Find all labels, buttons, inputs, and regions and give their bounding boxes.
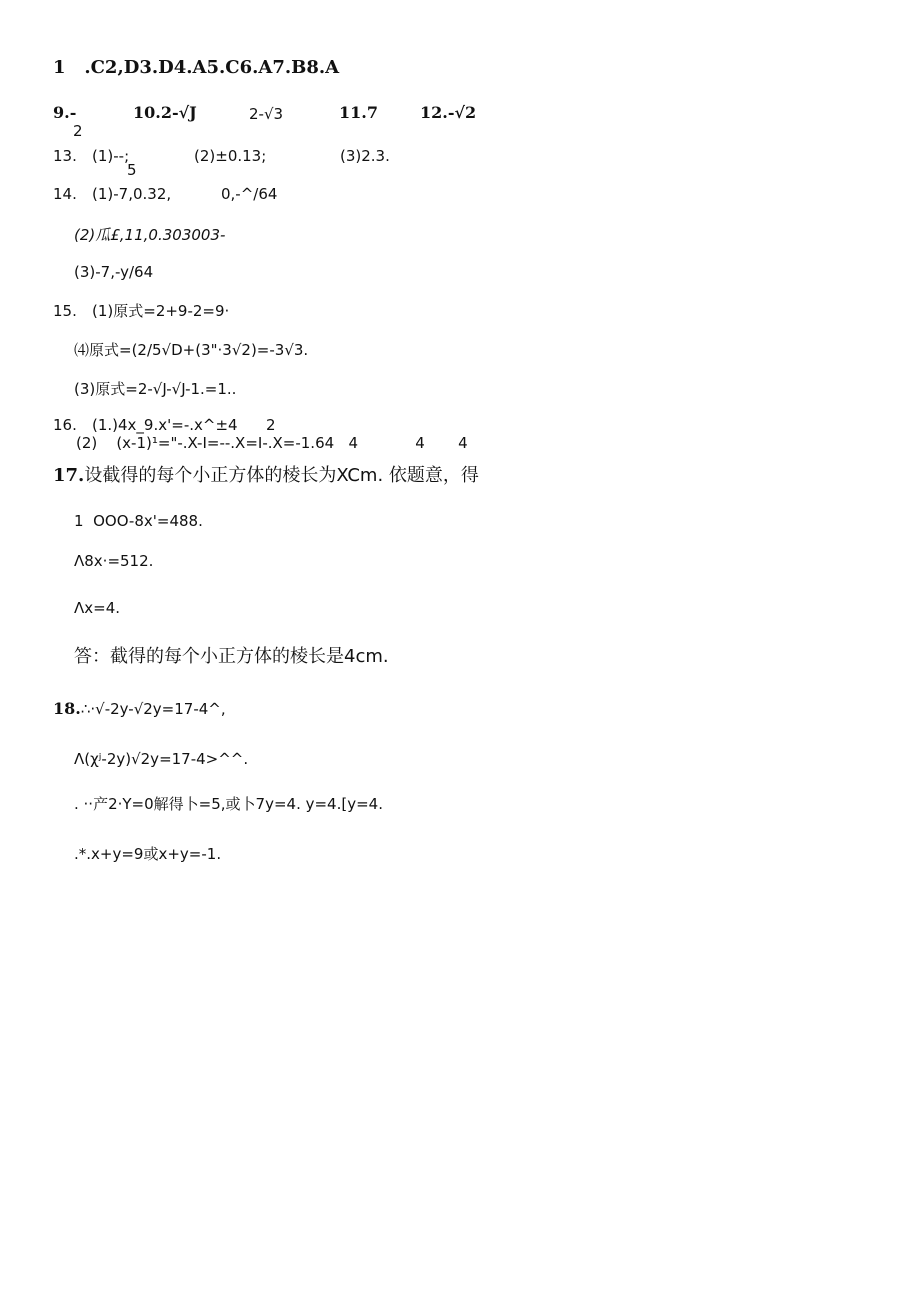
q16-part2: (2) (x-1)¹="-.X-I=--.X=I-.X=-1.64 4 4 4 <box>76 434 468 452</box>
q15-part1: (1)原式=2+9-2=9· <box>92 302 230 320</box>
q16-part1: (1.)4x_9.x'=-.x^±4 <box>92 416 238 434</box>
q14-number: 14. <box>53 185 77 203</box>
q18-line1: Λ(χʲ-2y)√2y=17-4>^^. <box>74 750 249 768</box>
q17-number: 17. <box>53 465 85 486</box>
q16-number: 16. <box>53 416 77 434</box>
q13-number: 13. <box>53 147 77 165</box>
q13-part1: (1)--; <box>92 147 130 165</box>
q15-number: 15. <box>53 302 77 320</box>
q17-heading-text: 设截得的每个小正方体的棱长为XCm. 依题意，得 <box>84 465 479 486</box>
q10-answer-b: 2-√3 <box>249 105 284 123</box>
q14-part1: (1)-7,0.32, <box>92 185 172 203</box>
q9-denominator: 2 <box>73 122 83 140</box>
q13-part3: (3)2.3. <box>340 147 390 165</box>
q10-answer: 10.2-√J <box>133 103 197 122</box>
q18-number: 18. <box>53 699 81 718</box>
q17-line2: Λ8x·=512. <box>74 552 154 570</box>
q14-part2: (2)瓜£,11,0.303003- <box>74 226 226 244</box>
q18-line2: . ··产2·Y=0解得卜=5,或卜7y=4. y=4.[y=4. <box>74 795 383 813</box>
q17-final-answer: 答：截得的每个小正方体的棱长是4cm. <box>74 646 389 667</box>
q18-line3: .*.x+y=9或x+y=-1. <box>74 845 222 863</box>
q15-part2: ⑷原式=(2/5√D+(3"·3√2)=-3√3. <box>74 341 309 359</box>
q16-part1-sup: 2 <box>266 416 276 434</box>
q11-answer: 11.7 <box>339 103 378 122</box>
answers-1-8: 1 .C2,D3.D4.A5.C6.A7.B8.A <box>53 57 340 78</box>
q14-part1-b: 0,-^/64 <box>221 185 278 203</box>
q17-heading <box>53 465 479 487</box>
q18-heading-text: ∴·√-2y-√2y=17-4^, <box>80 700 226 718</box>
q12-answer: 12.-√2 <box>420 103 477 122</box>
q15-part3: (3)原式=2-√J-√J-1.=1.. <box>74 380 237 398</box>
q17-line3: Λx=4. <box>74 599 121 617</box>
q17-line1: 1 OOO-8x'=488. <box>74 512 203 530</box>
q18-heading <box>53 700 226 718</box>
q9-answer: 9.- <box>53 103 77 122</box>
q13-part2: (2)±0.13; <box>194 147 267 165</box>
q14-part3: (3)-7,-y/64 <box>74 263 154 281</box>
q13-part1-denominator: 5 <box>127 161 137 179</box>
